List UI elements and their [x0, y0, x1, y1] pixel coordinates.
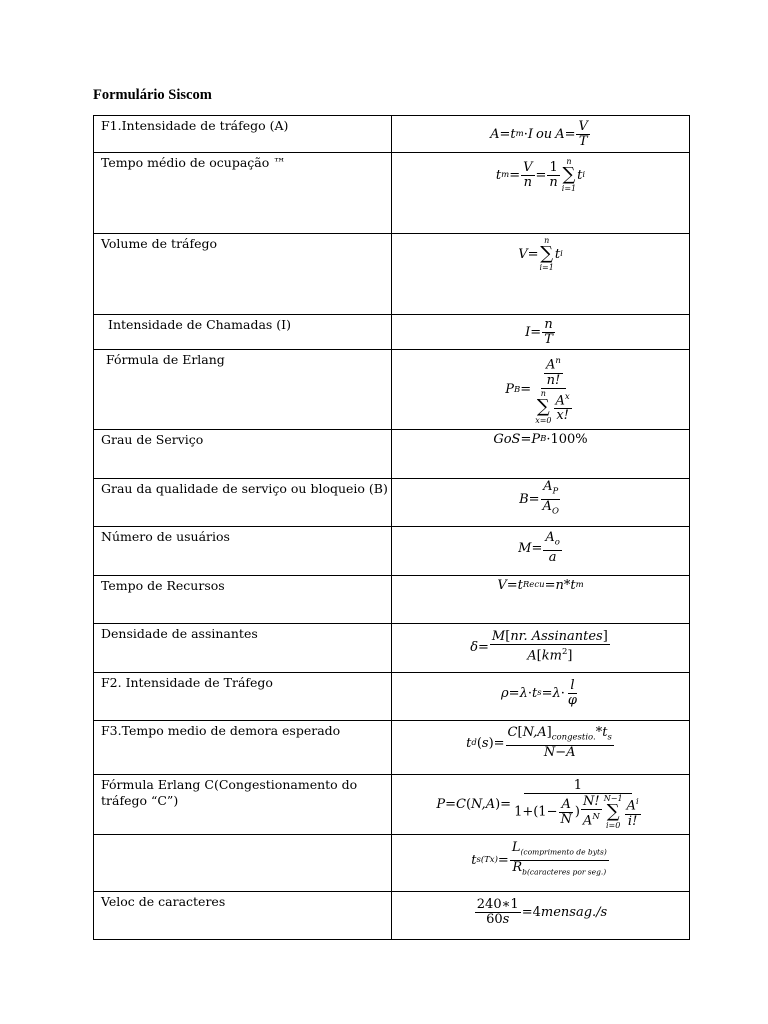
- formula-cell: [392, 624, 690, 673]
- row-label: Grau da qualidade de serviço ou bloqueio (B): [101, 481, 388, 496]
- table-row: [94, 624, 690, 673]
- row-label: Intensidade de Chamadas (I): [108, 317, 291, 332]
- formula-cell: [392, 479, 690, 527]
- formula: A = t m · I ou A = $\frac{V}{T}$: [490, 118, 588, 149]
- table-row: [94, 234, 690, 315]
- table-row: [94, 116, 690, 153]
- formula-cell: [392, 153, 690, 234]
- table-row: [94, 153, 690, 234]
- formula: t m = $\frac{V}{n}$ = $\frac{1}{n}$ n ∑ i=1 t i: [495, 157, 586, 193]
- row-label: [94, 835, 391, 837]
- table-row: [94, 315, 690, 350]
- formula-cell: [392, 835, 690, 892]
- formula: B = $\frac{A_P}{A_O}$: [519, 478, 559, 517]
- formula: P B = $\frac{A^n}{n!}$ n ∑ x=0 $\frac{A^x}{x!}$: [505, 356, 570, 425]
- table-row: [94, 673, 690, 721]
- formula-cell: [392, 350, 690, 430]
- formula: δ = $\frac{\text{M[nr. Assinantes]}}{A[km^2]}$: [470, 629, 608, 664]
- row-label: F1.Intensidade de tráfego (A): [101, 118, 289, 133]
- formula-cell: [392, 234, 690, 315]
- formula: P = C ( N,A )= 1 1+(1− $\frac{A}{N}$ ) $\frac{N!}{A^N}$ N−1 ∑ i=0 $\frac{A^i}{i!}$: [436, 778, 639, 830]
- row-label: Fórmula de Erlang: [106, 352, 225, 367]
- formula: GoS = P B ·100%: [493, 431, 588, 447]
- row-label: Número de usuários: [101, 529, 230, 544]
- formula-cell: [392, 673, 690, 721]
- page-title: Formulário Siscom: [93, 87, 212, 103]
- table-row: [94, 576, 690, 624]
- table-row: [94, 775, 690, 835]
- formula: V = n ∑ i=1 t i: [518, 236, 563, 272]
- row-label: Tempo de Recursos: [101, 578, 225, 593]
- row-label: Volume de tráfego: [101, 236, 218, 251]
- row-label: Fórmula Erlang C(Congestionamento do tráfego “C”): [101, 777, 358, 808]
- formula-cell: [392, 430, 690, 479]
- table-row: [94, 892, 690, 940]
- table-row: [94, 430, 690, 479]
- row-label: Veloc de caracteres: [101, 894, 226, 909]
- formula-table: [93, 115, 690, 940]
- table-row: [94, 350, 690, 430]
- formula: I = $\frac{n}{T}$: [525, 316, 553, 347]
- formula-cell: [392, 116, 690, 153]
- row-label: F3.Tempo medio de demora esperado: [101, 723, 341, 738]
- formula: t d ( s )= $\frac{C[N,A]_{congestio.}*t_s}{N-A}$: [466, 725, 612, 760]
- table-row: [94, 835, 690, 892]
- formula-cell: [392, 721, 690, 775]
- formula-cell: [392, 775, 690, 835]
- formula: ρ = λ · t s = λ · $\frac{l}{\varphi}$: [501, 677, 577, 708]
- formula: M = $\frac{A_o}{a}$: [518, 530, 560, 565]
- row-label: Tempo médio de ocupação ™: [101, 155, 286, 170]
- row-label: Densidade de assinantes: [101, 626, 258, 641]
- table-row: [94, 527, 690, 576]
- row-label: Grau de Serviço: [101, 432, 204, 447]
- row-label: F2. Intensidade de Tráfego: [101, 675, 273, 690]
- formula-cell: [392, 527, 690, 576]
- table-row: [94, 721, 690, 775]
- formula-cell: [392, 315, 690, 350]
- formula: t s(Tx) = $\frac{L_{(comprimento de byts)}}{R_{b(caracteres por seg.)}}$: [471, 839, 607, 877]
- table-row: [94, 479, 690, 527]
- formula-cell: [392, 576, 690, 624]
- formula: V = t Recu = n * t m: [497, 577, 584, 593]
- formula: $\frac{240∗1}{60s}$ =4 mensag./s: [476, 896, 608, 927]
- formula-cell: [392, 892, 690, 940]
